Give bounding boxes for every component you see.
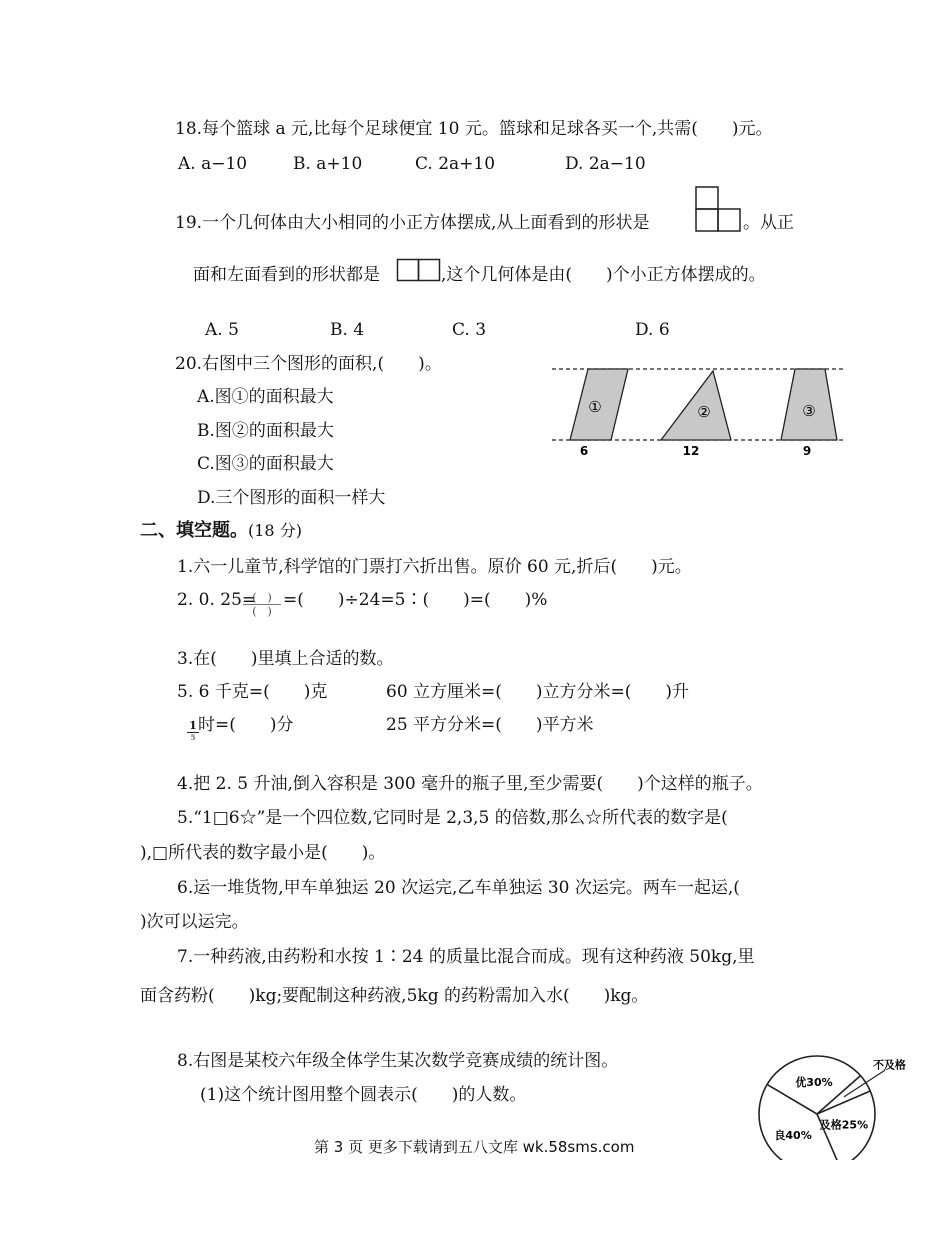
fill-q2-part1: 2. 0. 25=	[177, 590, 257, 610]
fill-q7-line2: 面含药粉( )kg;要配制这种药液,5kg 的药粉需加入水( )kg。	[140, 986, 649, 1006]
front-side-view-figure	[396, 258, 442, 282]
q18-option-b: B. a+10	[293, 154, 363, 174]
q20-stem: 20.右图中三个图形的面积,( )。	[175, 354, 442, 374]
pie-label-2: 不及格	[872, 1058, 906, 1072]
q19-stem-part2: 。从正	[743, 213, 794, 233]
fill-q3-fraction-top: 1	[187, 720, 199, 733]
q20-option-c: C.图③的面积最大	[197, 454, 334, 474]
fill-q2-fraction	[243, 592, 281, 617]
fill-q6-line2: )次可以运完。	[140, 912, 249, 932]
section2-points: (18 分)	[248, 521, 302, 540]
section2-heading	[140, 520, 302, 542]
fill-q7-line1: 7.一种药液,由药粉和水按 1∶24 的质量比混合而成。现有这种药液 50kg,里	[177, 947, 755, 967]
pie-label-4: 良40%	[774, 1129, 812, 1143]
q19-option-d: D. 6	[635, 320, 670, 340]
fill-q2-part2: =( )÷24=5∶( )=( )%	[283, 590, 548, 610]
fill-q5-line2: ),□所代表的数字最小是( )。	[140, 843, 386, 863]
fill-q6-line1: 6.运一堆货物,甲车单独运 20 次运完,乙车单独运 30 次运完。两车一起运,(	[177, 878, 740, 898]
base1-label: 6	[579, 444, 589, 458]
q20-option-d: D.三个图形的面积一样大	[197, 488, 386, 508]
q18-stem: 18.每个篮球 a 元,比每个足球便宜 10 元。篮球和足球各买一个,共需( )元。	[175, 119, 773, 139]
q20-option-b: B.图②的面积最大	[197, 421, 334, 441]
base3-label: 9	[802, 444, 812, 458]
q19-stem-part1: 19.一个几何体由大小相同的小正方体摆成,从上面看到的形状是	[175, 213, 650, 233]
q18-option-d: D. 2a−10	[565, 154, 646, 174]
fill-q3-b: 60 立方厘米=( )立方分米=( )升	[386, 682, 690, 702]
page-footer: 第 3 页 更多下载请到五八文库 wk.58sms.com	[314, 1138, 635, 1156]
q18-option-c: C. 2a+10	[415, 154, 496, 174]
fill-q3-a: 5. 6 千克=( )克	[177, 682, 328, 702]
base2-label: 12	[682, 444, 700, 458]
fill-q3-fraction-bottom: 5	[190, 733, 196, 742]
fill-q3: 3.在( )里填上合适的数。	[177, 649, 394, 669]
fill-q8: 8.右图是某校六年级全体学生某次数学竞赛成绩的统计图。	[177, 1051, 619, 1071]
shape2-label: ②	[697, 403, 711, 421]
shapes-figure	[548, 360, 848, 460]
top-view-figure	[694, 186, 742, 232]
fill-q4: 4.把 2. 5 升油,倒入容积是 300 毫升的瓶子里,至少需要( )个这样的瓶子。	[177, 774, 763, 794]
q19-option-b: B. 4	[330, 320, 365, 340]
q19-line2-part1: 面和左面看到的形状都是	[193, 265, 380, 285]
fill-q3-c: 时=( )分	[198, 715, 294, 735]
shape-triangle	[661, 371, 731, 440]
fill-q2-fraction-top: ( )	[243, 592, 281, 605]
fill-q8-sub1: (1)这个统计图用整个圆表示( )的人数。	[200, 1085, 527, 1105]
q20-option-a: A.图①的面积最大	[197, 387, 334, 407]
pie-label-3: 及格25%	[819, 1118, 869, 1132]
q18-option-a: A. a−10	[178, 154, 248, 174]
q19-line2-part2: ,这个几何体是由( )个小正方体摆成的。	[441, 265, 766, 285]
section2-title: 二、填空题。	[140, 520, 248, 541]
pie-outline	[759, 1056, 875, 1160]
shape1-label: ①	[588, 398, 602, 416]
pie-label-1: 优30%	[795, 1076, 833, 1090]
fill-q5-line1: 5.“1□6☆”是一个四位数,它同时是 2,3,5 的倍数,那么☆所代表的数字是(	[177, 808, 728, 828]
pie-chart	[755, 1040, 925, 1160]
shape3-label: ③	[802, 402, 816, 420]
fill-q2-fraction-bottom: ( )	[252, 605, 272, 618]
fill-q3-d: 25 平方分米=( )平方米	[386, 715, 594, 735]
q19-option-c: C. 3	[452, 320, 487, 340]
fill-q1: 1.六一儿童节,科学馆的门票打六折出售。原价 60 元,折后( )元。	[177, 557, 692, 577]
q19-option-a: A. 5	[205, 320, 239, 340]
